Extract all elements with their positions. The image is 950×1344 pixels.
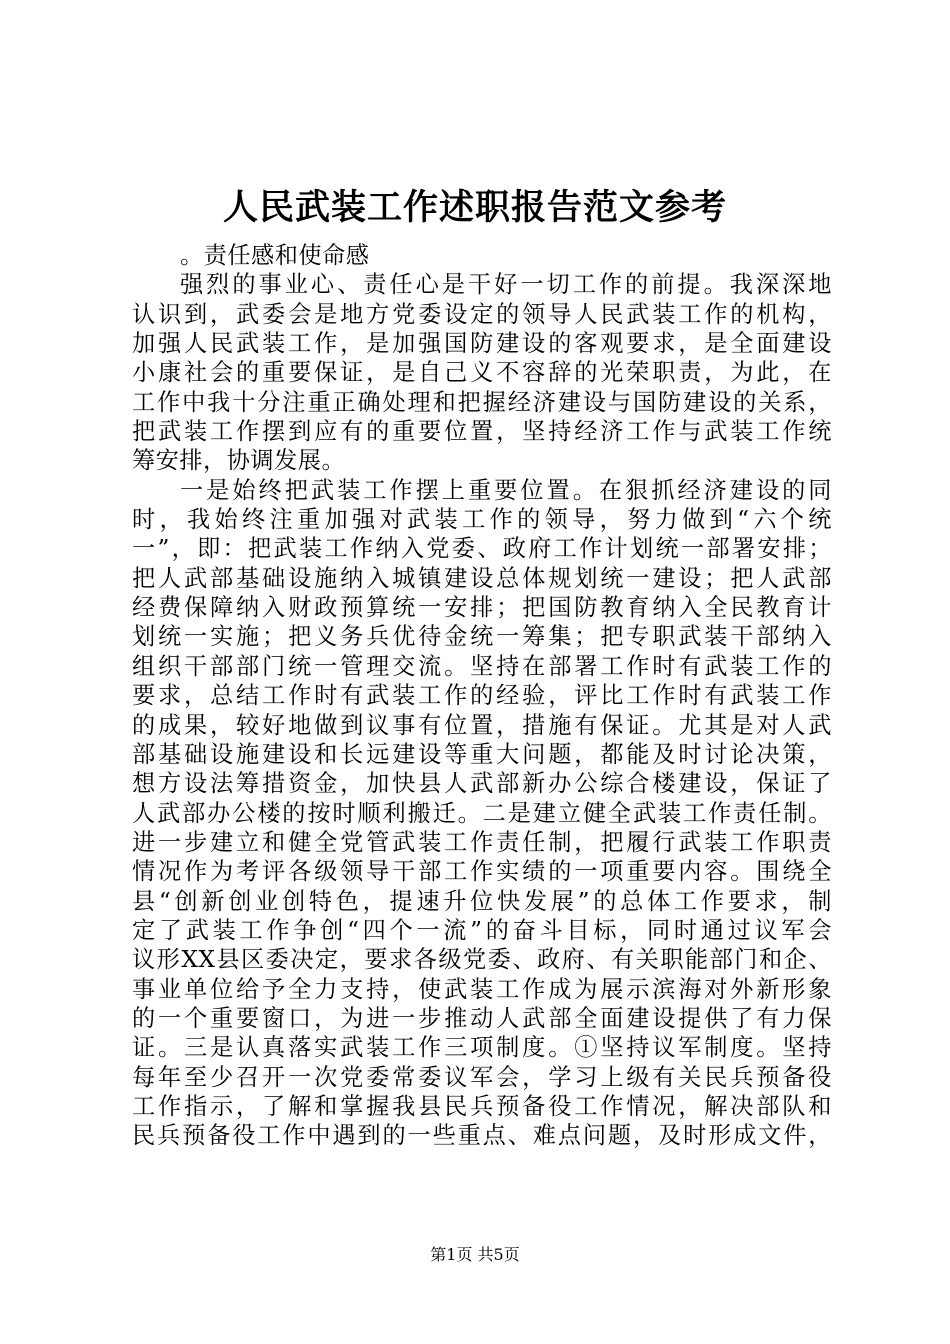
body-text-line: 加强人民武装工作，是加强国防建设的客观要求，是全面建设 bbox=[132, 330, 832, 358]
page-number-footer: 第1页 共5页 bbox=[430, 1245, 520, 1264]
document-body bbox=[132, 241, 832, 1151]
body-text-line: 县“创新创业创特色，提速升位快发展”的总体工作要求，制 bbox=[132, 887, 832, 915]
body-text-line: 人武部办公楼的按时顺利搬迁。二是建立健全武装工作责任制。 bbox=[132, 799, 832, 827]
body-text-line: 强烈的事业心、责任心是干好一切工作的前提。我深深地 bbox=[180, 271, 832, 299]
body-text-line: 时，我始终注重加强对武装工作的领导，努力做到“六个统 bbox=[132, 506, 832, 534]
document-title: 人民武装工作述职报告范文参考 bbox=[222, 187, 727, 228]
body-text-line: 进一步建立和健全党管武装工作责任制，把履行武装工作职责 bbox=[132, 828, 832, 856]
body-text-line: 工作指示，了解和掌握我县民兵预备役工作情况，解决部队和 bbox=[132, 1092, 832, 1120]
body-text-line: 情况作为考评各级领导干部工作实绩的一项重要内容。围绕全 bbox=[132, 858, 832, 886]
body-text-line: 定了武装工作争创“四个一流”的奋斗目标，同时通过议军会 bbox=[132, 916, 832, 944]
body-text-line: 的成果，较好地做到议事有位置，措施有保证。尤其是对人武 bbox=[132, 711, 832, 739]
body-text-line: 工作中我十分注重正确处理和把握经济建设与国防建设的关系， bbox=[132, 388, 832, 416]
body-text-line: 的一个重要窗口，为进一步推动人武部全面建设提供了有力保 bbox=[132, 1004, 832, 1032]
body-text-line: 想方设法筹措资金，加快县人武部新办公综合楼建设，保证了 bbox=[132, 770, 832, 798]
body-text-line: 每年至少召开一次党委常委议军会，学习上级有关民兵预备役 bbox=[132, 1063, 832, 1091]
body-text-line: 把武装工作摆到应有的重要位置，坚持经济工作与武装工作统 bbox=[132, 418, 832, 446]
body-text-line: 事业单位给予全力支持，使武装工作成为展示滨海对外新形象 bbox=[132, 975, 832, 1003]
body-text-line: 经费保障纳入财政预算统一安排；把国防教育纳入全民教育计 bbox=[132, 594, 832, 622]
body-text-line: 把人武部基础设施纳入城镇建设总体规划统一建设；把人武部 bbox=[132, 564, 832, 592]
body-text-line: 认识到，武委会是地方党委设定的领导人民武装工作的机构， bbox=[132, 300, 832, 328]
body-text-line: 要求，总结工作时有武装工作的经验，评比工作时有武装工作 bbox=[132, 682, 832, 710]
body-text-line: 组织干部部门统一管理交流。坚持在部署工作时有武装工作的 bbox=[132, 652, 832, 680]
body-text-line: 一”，即：把武装工作纳入党委、政府工作计划统一部署安排； bbox=[132, 535, 832, 563]
body-text-line: 筹安排，协调发展。 bbox=[132, 447, 346, 475]
body-text-line: 小康社会的重要保证，是自己义不容辞的光荣职责，为此，在 bbox=[132, 359, 832, 387]
body-text-line: 。责任感和使命感 bbox=[180, 242, 370, 269]
body-text-line: 证。三是认真落实武装工作三项制度。①坚持议军制度。坚持 bbox=[132, 1034, 832, 1062]
body-text-line: 民兵预备役工作中遇到的一些重点、难点问题，及时形成文件， bbox=[132, 1122, 832, 1150]
body-text-line: 一是始终把武装工作摆上重要位置。在狠抓经济建设的同 bbox=[180, 476, 832, 504]
body-text-line: 议形XX县区委决定，要求各级党委、政府、有关职能部门和企、 bbox=[132, 946, 832, 974]
body-text-line: 划统一实施；把义务兵优待金统一筹集；把专职武装干部纳入 bbox=[132, 623, 832, 651]
body-text-line: 部基础设施建设和长远建设等重大问题，都能及时讨论决策， bbox=[132, 740, 832, 768]
